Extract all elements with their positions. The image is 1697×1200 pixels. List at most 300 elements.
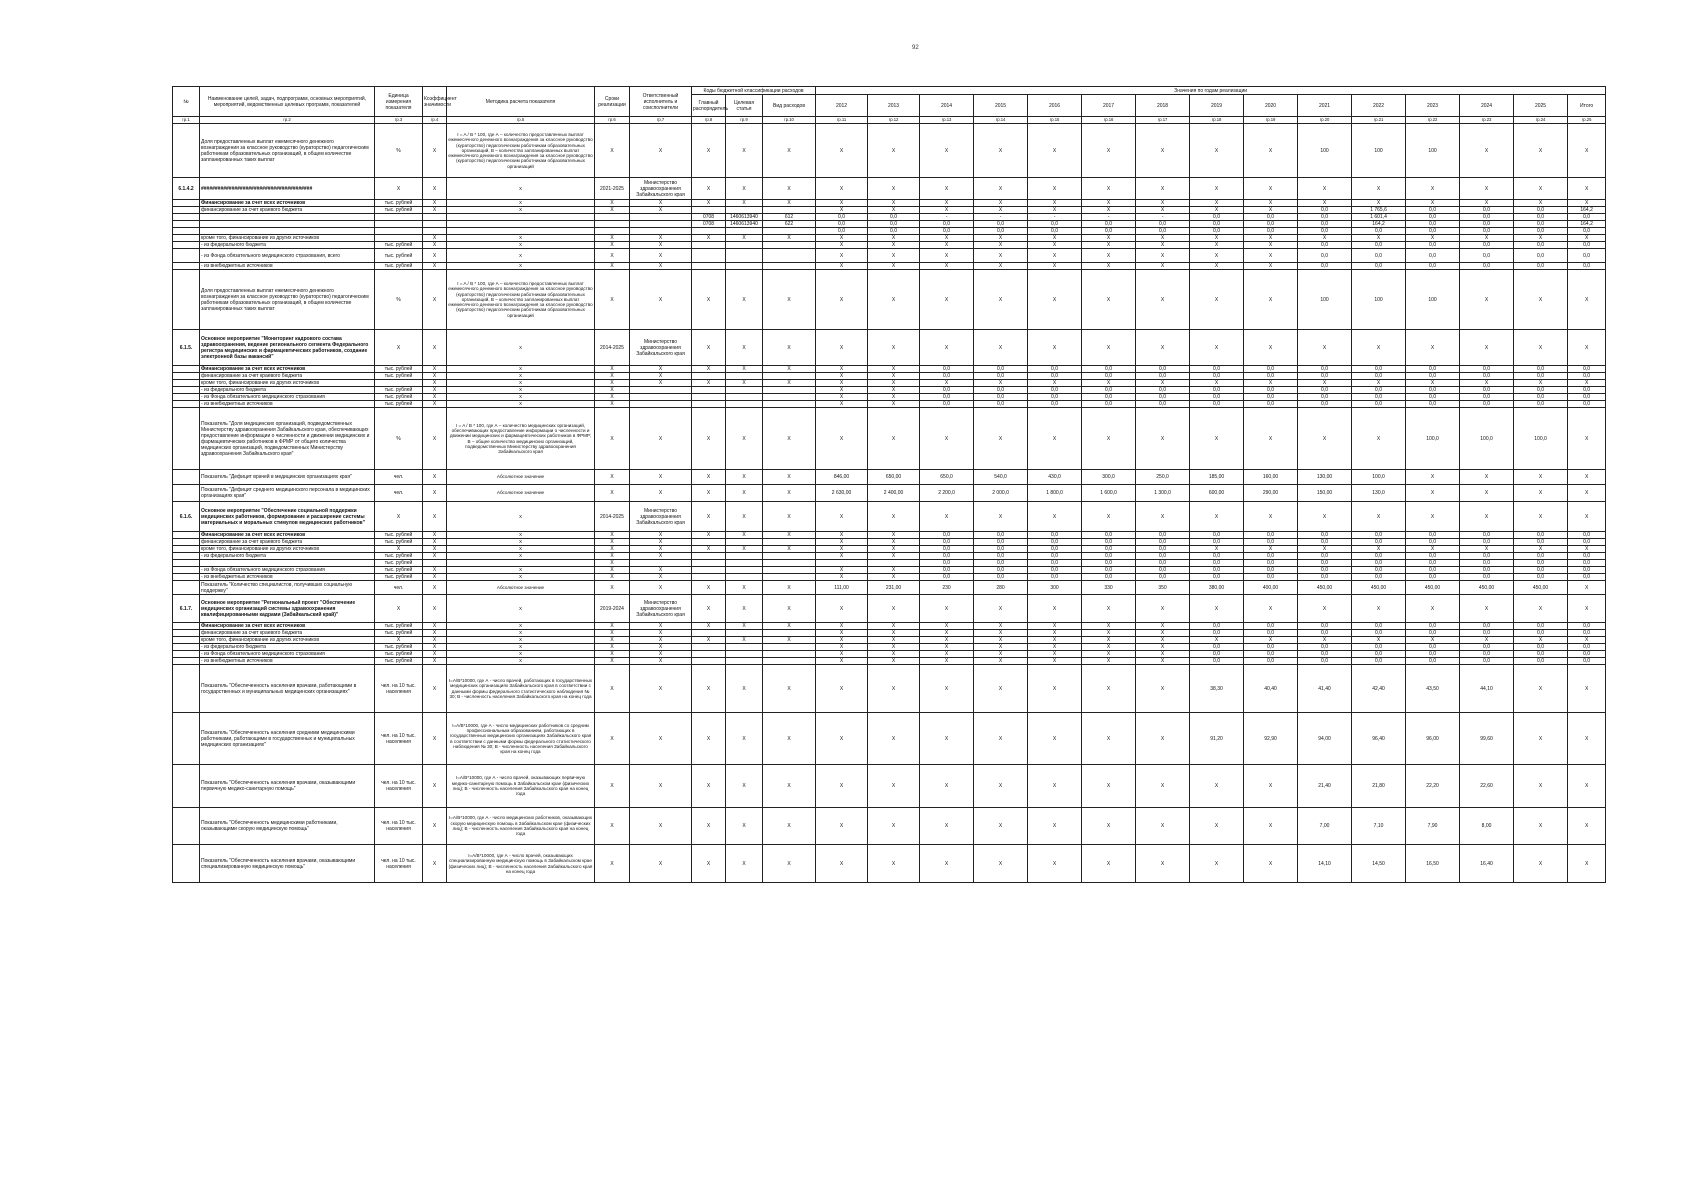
table-cell: Х — [447, 567, 595, 574]
table-cell: 0,0 — [1352, 263, 1406, 270]
table-cell: 0,0 — [1406, 242, 1460, 249]
table-cell: Х — [1460, 200, 1514, 207]
table-cell: 0,0 — [1298, 574, 1352, 581]
column-number: гр.25 — [1568, 117, 1606, 124]
table-cell: Х — [1298, 502, 1352, 532]
table-cell: Х — [1460, 502, 1514, 532]
table-cell: 164,2 — [1352, 221, 1406, 228]
table-cell: 0,0 — [1352, 394, 1406, 401]
table-cell: 0,0 — [1244, 658, 1298, 665]
table-cell: Х — [375, 595, 423, 623]
table-cell: Х — [974, 200, 1028, 207]
table-cell: Х — [763, 665, 816, 713]
table-cell: Х — [868, 651, 920, 658]
table-cell: Х — [920, 623, 974, 630]
table-cell: 400,00 — [1244, 581, 1298, 595]
table-cell: тыс. рублей — [375, 200, 423, 207]
table-cell: 41,40 — [1298, 665, 1352, 713]
table-cell: 0,0 — [1028, 387, 1082, 394]
table-cell — [423, 228, 447, 235]
table-cell: - из Фонда обязательного медицинского страхования, всего — [200, 249, 375, 263]
table-cell: Х — [816, 595, 868, 623]
table-cell: 0,0 — [1568, 532, 1606, 539]
table-cell: Х — [726, 178, 763, 200]
table-cell: Х — [920, 330, 974, 366]
table-cell: % — [375, 270, 423, 330]
table-cell: Х — [595, 567, 630, 574]
table-cell: Х — [1352, 200, 1406, 207]
table-cell: Х — [1568, 845, 1606, 883]
table-cell: Х — [630, 581, 692, 595]
table-cell: 0,0 — [920, 373, 974, 380]
table-cell: 1 300,0 — [1136, 485, 1190, 502]
table-cell: Х — [630, 532, 692, 539]
table-cell — [763, 387, 816, 394]
header-year: Итого — [1568, 95, 1606, 117]
table-cell: 0,0 — [1460, 630, 1514, 637]
table-cell: 0,0 — [920, 387, 974, 394]
table-row — [173, 532, 1606, 539]
table-cell — [173, 408, 200, 470]
table-cell: Х — [974, 713, 1028, 765]
table-cell: Х — [726, 532, 763, 539]
table-cell — [173, 644, 200, 651]
table-row — [173, 394, 1606, 401]
table-cell: Х — [868, 658, 920, 665]
table-cell: 164,2 — [1568, 207, 1606, 214]
table-cell: Х — [920, 595, 974, 623]
table-row — [173, 630, 1606, 637]
table-cell: Министерство здравоохранения Забайкальского края — [630, 502, 692, 532]
table-cell: Х — [1460, 235, 1514, 242]
table-cell: Х — [920, 200, 974, 207]
table-cell: Х — [1028, 630, 1082, 637]
table-cell — [763, 630, 816, 637]
table-cell: 0,0 — [1190, 658, 1244, 665]
table-cell: Х — [1136, 263, 1190, 270]
table-cell — [375, 235, 423, 242]
table-cell: тыс. рублей — [375, 644, 423, 651]
table-cell: Х — [447, 623, 595, 630]
table-cell: 0,0 — [1460, 207, 1514, 214]
table-cell: 1 601,4 — [1352, 214, 1406, 221]
table-cell: 0,0 — [1136, 401, 1190, 408]
table-cell: Х — [974, 249, 1028, 263]
table-cell: 0,0 — [1136, 567, 1190, 574]
table-cell — [200, 560, 375, 567]
table-cell: 100 — [1406, 270, 1460, 330]
table-cell: Х — [868, 713, 920, 765]
table-cell — [692, 644, 726, 651]
table-cell: - из внебюджетных источников — [200, 401, 375, 408]
table-cell: 0,0 — [1298, 630, 1352, 637]
table-cell: 0,0 — [974, 401, 1028, 408]
table-cell: 0,0 — [1298, 553, 1352, 560]
table-cell: Х — [816, 235, 868, 242]
table-cell: Х — [763, 235, 816, 242]
table-cell: Х — [1082, 408, 1136, 470]
table-cell: Х — [595, 270, 630, 330]
table-cell: Х — [920, 263, 974, 270]
table-cell: 0,0 — [1352, 574, 1406, 581]
table-cell: Доля предоставленных выплат ежемесячного денежного вознаграждения за классное руководство (кураторство) педагогическим работникам образовательных организаций, в общем количестве запланированных таких выплат — [200, 270, 375, 330]
table-cell: Х — [1136, 623, 1190, 630]
table-cell — [692, 567, 726, 574]
table-cell: Х — [1136, 713, 1190, 765]
table-cell: 290,00 — [1244, 485, 1298, 502]
table-cell — [726, 539, 763, 546]
table-cell: Показатель "Обеспеченность населения врачами, оказывающими специализированную медицинскую помощь" — [200, 845, 375, 883]
table-cell: - — [1082, 214, 1136, 221]
table-cell: Х — [816, 387, 868, 394]
table-cell: Х — [595, 713, 630, 765]
table-cell: Х — [447, 644, 595, 651]
table-cell — [447, 560, 595, 567]
table-cell: 0,0 — [1190, 532, 1244, 539]
table-cell: 0,0 — [1568, 214, 1606, 221]
table-cell: I=A/B*10000, где А - число врачей, оказывающих специализированную медицинскую помощь в Забайкальском крае (физических лиц); В - численность населения Забайкальского края на конец года — [447, 845, 595, 883]
table-cell — [763, 207, 816, 214]
table-cell — [763, 373, 816, 380]
table-cell — [630, 228, 692, 235]
table-cell: Х — [1352, 178, 1406, 200]
table-cell: 0,0 — [1406, 658, 1460, 665]
table-cell: Х — [1514, 665, 1568, 713]
table-cell: Х — [1568, 270, 1606, 330]
table-cell: 0,0 — [1514, 221, 1568, 228]
table-cell: Х — [974, 623, 1028, 630]
table-cell: 0,0 — [1298, 658, 1352, 665]
table-cell: 0,0 — [1136, 560, 1190, 567]
table-cell: 0,0 — [1406, 394, 1460, 401]
table-cell: Х — [595, 574, 630, 581]
table-cell: Х — [726, 595, 763, 623]
table-cell: Х — [816, 408, 868, 470]
table-cell: Х — [595, 373, 630, 380]
table-cell: 0,0 — [1244, 623, 1298, 630]
table-cell: Х — [1136, 630, 1190, 637]
table-cell: Х — [920, 502, 974, 532]
table-cell: Х — [1568, 502, 1606, 532]
table-cell: Х — [630, 665, 692, 713]
table-cell — [726, 560, 763, 567]
table-cell: 0,0 — [1460, 401, 1514, 408]
table-cell: - из федерального бюджета — [200, 644, 375, 651]
table-cell — [173, 401, 200, 408]
table-cell: Х — [595, 553, 630, 560]
table-cell: Х — [1028, 249, 1082, 263]
table-cell: Х — [1244, 595, 1298, 623]
table-cell: Х — [595, 249, 630, 263]
table-cell: - из Фонда обязательного медицинского страхования — [200, 567, 375, 574]
table-cell: Х — [1244, 765, 1298, 808]
table-row — [173, 581, 1606, 595]
table-cell: 111,00 — [816, 581, 868, 595]
table-cell: Х — [726, 623, 763, 630]
table-cell: 0,0 — [1298, 623, 1352, 630]
table-cell — [726, 574, 763, 581]
table-cell: Х — [1460, 380, 1514, 387]
table-cell: Х — [423, 845, 447, 883]
table-cell: тыс. рублей — [375, 630, 423, 637]
table-cell: Финансирование за счет всех источников — [200, 366, 375, 373]
table-cell: 450,00 — [1460, 581, 1514, 595]
table-cell: Х — [1082, 235, 1136, 242]
table-cell: Х — [1082, 765, 1136, 808]
table-cell: 0,0 — [920, 401, 974, 408]
table-cell: Х — [920, 644, 974, 651]
table-cell — [173, 539, 200, 546]
table-cell: 21,40 — [1298, 765, 1352, 808]
header-executor: Ответственный исполнитель и соисполнители — [630, 87, 692, 117]
table-cell: Х — [920, 249, 974, 263]
table-cell: Х — [1028, 595, 1082, 623]
table-cell: тыс. рублей — [375, 373, 423, 380]
table-cell: Х — [868, 200, 920, 207]
table-cell: Х — [630, 845, 692, 883]
table-row — [173, 330, 1606, 366]
table-cell: Х — [692, 124, 726, 178]
table-cell: Х — [1568, 808, 1606, 845]
table-cell: Х — [868, 630, 920, 637]
table-cell: - — [1028, 214, 1082, 221]
table-cell: Х — [920, 630, 974, 637]
table-row — [173, 408, 1606, 470]
table-cell: I=A/B*10000, где А - число врачей, оказывающих первичную медико-санитарную помощь в Забайкальском крае (физических лиц); В - численность населения Забайкальского края на конец года — [447, 765, 595, 808]
table-cell: Х — [726, 845, 763, 883]
table-cell: Х — [447, 366, 595, 373]
table-cell: 0,0 — [1190, 630, 1244, 637]
table-cell: 250,0 — [1136, 470, 1190, 485]
table-cell: 7,10 — [1352, 808, 1406, 845]
table-cell — [692, 574, 726, 581]
table-row — [173, 485, 1606, 502]
table-cell: Х — [1190, 207, 1244, 214]
table-cell — [447, 221, 595, 228]
header-num: № — [173, 87, 200, 117]
table-cell: Х — [423, 765, 447, 808]
table-cell: 0,0 — [1190, 366, 1244, 373]
table-cell: Х — [868, 394, 920, 401]
table-cell: 0,0 — [1568, 249, 1606, 263]
table-cell: 0,0 — [1190, 553, 1244, 560]
table-cell: 0,0 — [1028, 574, 1082, 581]
table-cell: Х — [1568, 485, 1606, 502]
table-cell: 0,0 — [1514, 574, 1568, 581]
table-cell: 0,0 — [1298, 560, 1352, 567]
table-cell: 100 — [1406, 124, 1460, 178]
table-cell: 0,0 — [1244, 574, 1298, 581]
table-cell: Х — [920, 178, 974, 200]
table-cell: Х — [1136, 200, 1190, 207]
table-cell — [173, 366, 200, 373]
header-year: 2023 — [1406, 95, 1460, 117]
table-cell: Х — [1298, 408, 1352, 470]
table-cell: 2 630,00 — [816, 485, 868, 502]
table-cell: 100,0 — [1460, 408, 1514, 470]
table-cell: Х — [1136, 207, 1190, 214]
table-cell: 0,0 — [1082, 546, 1136, 553]
table-cell: Х — [1082, 637, 1136, 644]
table-cell: Х — [763, 380, 816, 387]
table-cell: Х — [595, 644, 630, 651]
table-cell: Х — [763, 595, 816, 623]
table-cell: Х — [1190, 408, 1244, 470]
program-indicators-table — [172, 86, 1606, 883]
table-cell: 0,0 — [1568, 644, 1606, 651]
table-cell: Х — [1568, 595, 1606, 623]
table-cell: 0,0 — [1190, 373, 1244, 380]
table-cell: Х — [1298, 200, 1352, 207]
table-cell: 0,0 — [974, 387, 1028, 394]
table-row — [173, 387, 1606, 394]
table-cell: Х — [726, 235, 763, 242]
table-cell: 0,0 — [1298, 221, 1352, 228]
table-cell: Х — [1190, 242, 1244, 249]
table-cell: Х — [868, 665, 920, 713]
table-cell: Х — [1082, 651, 1136, 658]
table-cell: Х — [726, 765, 763, 808]
table-row — [173, 178, 1606, 200]
table-cell: 92,90 — [1244, 713, 1298, 765]
table-cell: Х — [1136, 808, 1190, 845]
table-cell: 0,0 — [1514, 214, 1568, 221]
table-cell: Х — [447, 532, 595, 539]
table-cell: I=A/B*10000, где А - число медицинских работников со средним профессиональным образованием, работающих в государственных медицинских организациях Забайкальского края в соответствии с данными формы федерального статистического наблюдения № 30; В - численность населения Забайкальского края на конец года — [447, 713, 595, 765]
table-cell: Х — [1028, 207, 1082, 214]
table-cell: Х — [920, 845, 974, 883]
table-cell: 0,0 — [1298, 366, 1352, 373]
table-cell: 0,0 — [1352, 539, 1406, 546]
table-cell: Х — [630, 630, 692, 637]
table-cell: Х — [423, 470, 447, 485]
table-cell: чел. на 10 тыс. населения — [375, 845, 423, 883]
table-cell — [692, 560, 726, 567]
table-cell: Х — [692, 546, 726, 553]
table-cell: 450,00 — [1514, 581, 1568, 595]
table-cell: Х — [1136, 178, 1190, 200]
table-cell: Х — [763, 623, 816, 630]
table-cell: 0708 — [692, 221, 726, 228]
table-cell: Х — [1136, 658, 1190, 665]
table-cell: 0,0 — [1568, 394, 1606, 401]
table-cell — [173, 845, 200, 883]
table-cell: Х — [423, 178, 447, 200]
table-cell: Х — [1406, 235, 1460, 242]
column-number: гр.5 — [447, 117, 595, 124]
table-cell: Х — [423, 658, 447, 665]
table-row — [173, 665, 1606, 713]
table-cell: Х — [423, 595, 447, 623]
table-cell: Х — [920, 270, 974, 330]
table-cell — [173, 546, 200, 553]
table-cell: Х — [1190, 502, 1244, 532]
table-cell: Х — [763, 178, 816, 200]
table-cell: Х — [1082, 178, 1136, 200]
table-cell: 1460613940 — [726, 221, 763, 228]
table-cell: Х — [1460, 546, 1514, 553]
table-cell: Х — [447, 380, 595, 387]
table-cell: Х — [1352, 546, 1406, 553]
table-cell: 0,0 — [1460, 394, 1514, 401]
table-cell: Х — [1136, 845, 1190, 883]
table-cell: 0,0 — [1244, 373, 1298, 380]
table-cell — [173, 380, 200, 387]
table-cell: Х — [423, 644, 447, 651]
table-cell: чел. на 10 тыс. населения — [375, 713, 423, 765]
table-row — [173, 546, 1606, 553]
table-cell: 0,0 — [1460, 242, 1514, 249]
table-cell: 8,00 — [1460, 808, 1514, 845]
table-cell: Х — [375, 546, 423, 553]
table-cell: Х — [1460, 595, 1514, 623]
table-cell: Х — [1406, 470, 1460, 485]
table-cell: 0,0 — [1082, 387, 1136, 394]
table-cell: Х — [630, 380, 692, 387]
table-cell: 0,0 — [1244, 539, 1298, 546]
table-cell: 0,0 — [920, 560, 974, 567]
table-cell: 540,0 — [974, 470, 1028, 485]
table-cell: 0,0 — [1298, 651, 1352, 658]
table-cell: 0,0 — [1406, 560, 1460, 567]
table-cell: Х — [375, 178, 423, 200]
table-cell: Х — [1244, 637, 1298, 644]
table-cell: 330 — [1082, 581, 1136, 595]
table-cell: Х — [1082, 242, 1136, 249]
table-cell: 0,0 — [974, 574, 1028, 581]
table-cell: 0,0 — [1298, 249, 1352, 263]
column-number: гр.3 — [375, 117, 423, 124]
table-cell: 0,0 — [1568, 228, 1606, 235]
table-cell: 0,0 — [1406, 623, 1460, 630]
table-cell: 0,0 — [1406, 630, 1460, 637]
table-cell: Х — [595, 366, 630, 373]
table-cell: 0,0 — [1352, 387, 1406, 394]
table-cell: Х — [816, 658, 868, 665]
header-unit: Единица измерения показателя — [375, 87, 423, 117]
table-cell: 0,0 — [974, 394, 1028, 401]
table-cell: Х — [423, 630, 447, 637]
table-cell: Х — [726, 366, 763, 373]
table-cell: 0,0 — [1406, 263, 1460, 270]
table-cell: Х — [447, 235, 595, 242]
table-cell: 0,0 — [1406, 539, 1460, 546]
table-cell: Х — [1460, 124, 1514, 178]
table-cell: Х — [447, 546, 595, 553]
table-cell — [375, 221, 423, 228]
table-cell: 0,0 — [1082, 553, 1136, 560]
table-cell — [763, 560, 816, 567]
header-year: 2020 — [1244, 95, 1298, 117]
table-cell: тыс. рублей — [375, 567, 423, 574]
table-cell: Х — [595, 630, 630, 637]
table-cell: 0,0 — [1298, 228, 1352, 235]
header-year: 2016 — [1028, 95, 1082, 117]
table-cell: Х — [1244, 380, 1298, 387]
table-cell: Х — [1136, 270, 1190, 330]
table-cell: Х — [1028, 242, 1082, 249]
table-cell: Х — [692, 532, 726, 539]
table-cell: 0,0 — [1136, 221, 1190, 228]
table-cell: Х — [1190, 235, 1244, 242]
table-cell — [763, 651, 816, 658]
table-cell: Х — [920, 124, 974, 178]
table-cell: Х — [868, 532, 920, 539]
table-cell: 0,0 — [1406, 651, 1460, 658]
table-cell: Х — [630, 765, 692, 808]
table-cell: 0,0 — [1298, 207, 1352, 214]
table-cell: Х — [1406, 380, 1460, 387]
